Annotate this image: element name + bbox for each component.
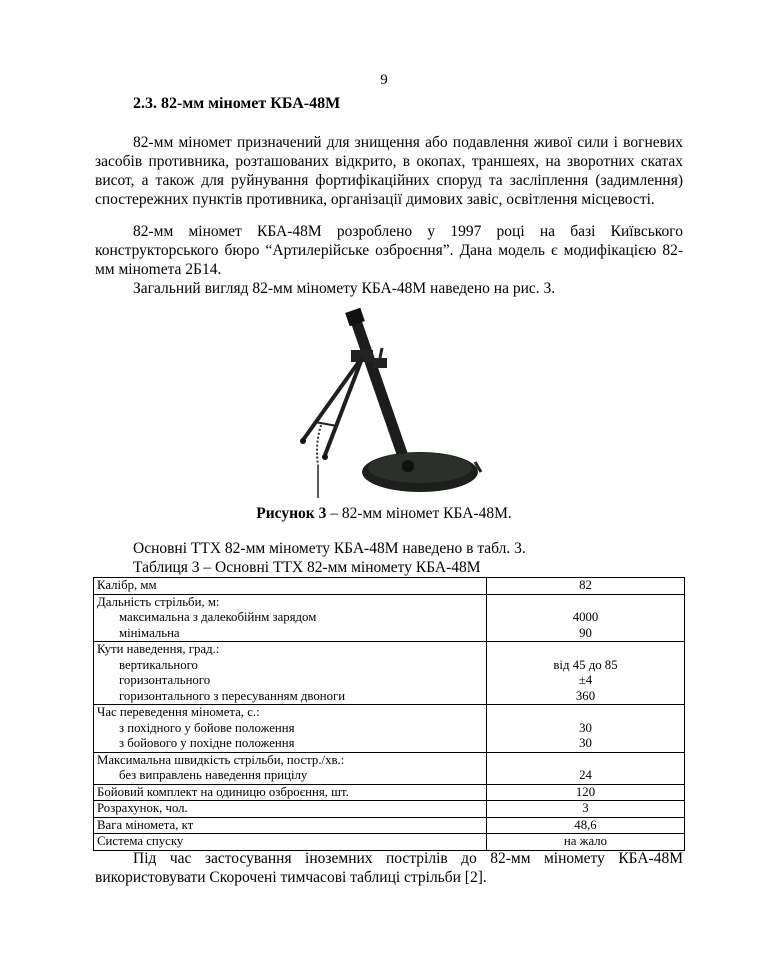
table-cell-value: 24 [487,752,685,784]
figure-caption-text: – 82-мм міномет КБА-48М. [326,505,512,522]
table-cell-value: 4000 90 [487,594,685,642]
table-cell-value: 48,6 [487,817,685,834]
specs-table [93,577,685,851]
paragraph-figure-ref: Загальний вигляд 82-мм мінометy КБА-48М наведено на рис. 3. [133,280,556,297]
table-cell-value: від 45 до 85 ±4 360 [487,642,685,705]
table-row [94,752,685,784]
table-row [94,642,685,705]
table-cell-label: Максимальна швидкість стрільби, постр./хв.: без виправлень наведення прицілу [94,752,487,784]
table-cell-value: 120 [487,784,685,801]
table-cell-value: 82 [487,578,685,595]
paragraph-purpose: 82-мм міномет призначений для знищення або подавлення живої сили і вогневих засобів противника, розташованих відкрито, в окопах, траншеях, на зворотних скатах висот, а також для руйнування фортифікаційних споруд та засліплення (задимлення) спостережних пунктів противника, організації димових завіс, освітлення місцевості. [95,134,683,208]
table-row [94,594,685,642]
paragraph-closing: Під час застосування іноземних пострілів до 82-мм міномету КБА-48М використовувати Скорочені тимчасові таблиці стрільби [2]. [95,850,683,886]
table-cell-value: 3 [487,801,685,818]
table-cell-label: Час переведення міномета, с.: з похідного у бойове положення з бойового у похідне положення [94,705,487,753]
table-row [94,578,685,595]
table-cell-label: Кути наведення, град.: вертикального горизонтального горизонтального з пересуванням двоноги [94,642,487,705]
table-intro: Основні ТТХ 82-мм міномету КБА-48М наведено в табл. 3. [133,540,526,557]
table-cell-value: 30 30 [487,705,685,753]
table-row [94,801,685,818]
table-cell-label: Бойовий комплект на одиницю озброєння, шт. [94,784,487,801]
table-row [94,784,685,801]
table-cell-label: Розрахунок, чол. [94,801,487,818]
figure-caption [0,505,768,523]
table-cell-label: Калібр, мм [94,578,487,595]
table-cell-label: Система спуску [94,834,487,851]
table-cell-label: Дальність стрільби, м: максимальна з далекобійнм зарядом мінімальна [94,594,487,642]
figure-caption-label: Рисунок 3 [256,505,327,522]
table-cell-label: Вага міномета, кт [94,817,487,834]
table-cell-value: на жало [487,834,685,851]
mortar-illustration [285,300,485,500]
table-row [94,834,685,851]
mortar-photo [285,300,485,500]
table-row [94,705,685,753]
paragraph-origin: 82-мм міномет КБА-48М розроблено у 1997 році на базі Київського конструкторського бюро “Артилерійське озброєння”. Дана модель є модифікацією 82-мм мінomета 2Б14. [95,223,683,278]
table-title: Таблиця 3 – Основні ТТХ 82-мм міномету КБА-48М [133,559,481,576]
page-number: 9 [380,72,388,88]
section-heading: 2.3. 82-мм міномет КБА-48М [133,95,341,112]
table-row [94,817,685,834]
